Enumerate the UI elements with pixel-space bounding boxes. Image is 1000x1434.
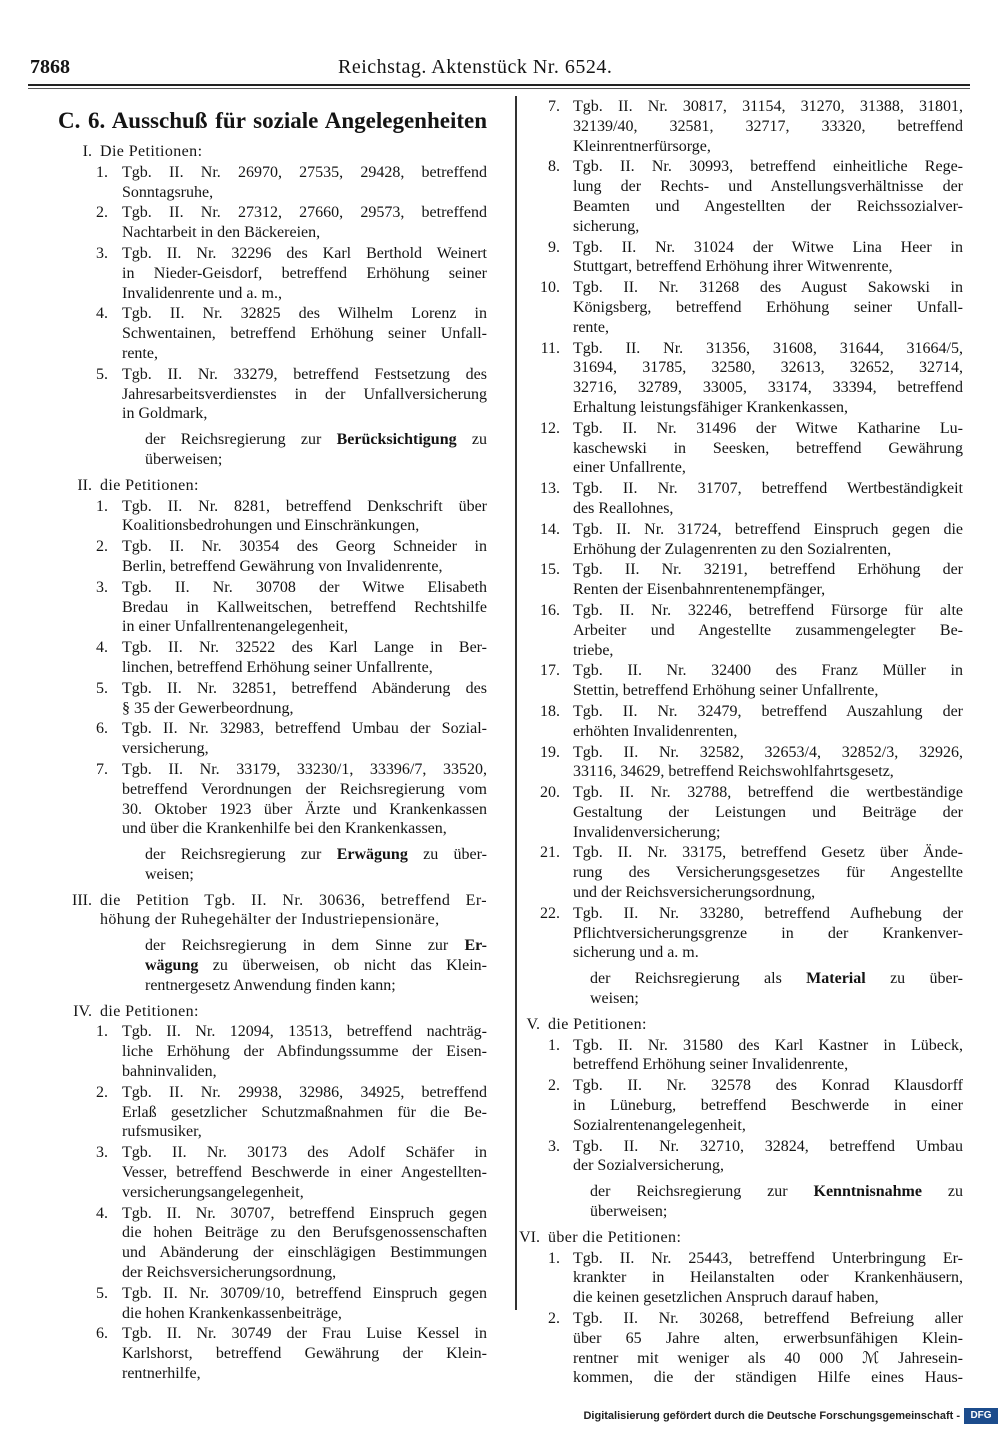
petition-item: [30, 638, 487, 678]
text-line: Sonntagsruhe,: [122, 183, 214, 201]
text-segment: rentnergesetz Anwendung finden kann;: [145, 976, 396, 994]
text-line: § 35 der Gewerbeordnung,: [122, 699, 294, 717]
text-line: über die Petitionen:: [548, 1228, 682, 1246]
text-line: Pflichtversicherungsgrenze in der Krankenver-: [573, 924, 963, 942]
text-line: Karlshorst, betreffend Gewährung der Klein-: [122, 1345, 487, 1363]
petition-item: [490, 278, 963, 337]
petition-item: [30, 1204, 487, 1283]
text-segment: der Reichsregierung in dem Sinne zur: [145, 937, 465, 955]
petition-item: [490, 419, 963, 478]
item-number: 7.: [96, 760, 108, 778]
petition-item: [30, 1324, 487, 1383]
text-line: Tgb. II. Nr. 33280, betreffend Aufhebung der: [573, 904, 963, 922]
section-heading: [30, 1002, 487, 1022]
text-line: Sozialrentenangelegenheit,: [573, 1116, 746, 1134]
text-line: 31694, 31785, 32580, 32613, 32652, 32714,: [573, 359, 963, 377]
item-text: [573, 601, 963, 660]
item-number: 20.: [540, 784, 560, 802]
petition-item: [490, 479, 963, 519]
text-line: Die Petitionen:: [100, 143, 203, 160]
item-text: [122, 578, 487, 637]
text-line: Tgb. II. Nr. 32788, betreffend die wertbeständige: [573, 784, 963, 802]
section-title: C. 6. Ausschuß für soziale Angelegenheiten: [58, 108, 487, 133]
text-segment: überweisen;: [145, 450, 223, 468]
section-heading: [490, 1015, 963, 1035]
item-text: [122, 719, 487, 759]
text-line: Tgb. II. Nr. 31724, betreffend Einspruch gegen die: [573, 520, 963, 538]
item-text: [122, 1284, 487, 1324]
text-segment: weisen;: [145, 865, 194, 883]
item-text: [122, 537, 487, 577]
text-line: sicherung und a. m.: [573, 944, 699, 962]
item-number: 22.: [540, 904, 560, 922]
petition-item: [30, 163, 487, 203]
item-number: 19.: [540, 743, 560, 761]
resolution-text: [30, 936, 487, 995]
item-number: 2.: [96, 1083, 108, 1101]
resolution-text: [490, 1182, 963, 1222]
text-line: krankter in Heilanstalten oder Krankenhäusern,: [573, 1269, 963, 1287]
text-line: linchen, betreffend Erhöhung seiner Unfallrente,: [122, 658, 433, 676]
petition-item: [30, 304, 487, 363]
emphasis: Er-: [464, 937, 487, 955]
petition-item: [30, 203, 487, 243]
item-text: [548, 1015, 963, 1035]
item-number: 3.: [96, 578, 108, 596]
text-line: Stuttgart, betreffend Erhöhung ihrer Witwenrente,: [573, 258, 893, 276]
text-line: die hohen Beiträge zu den Berufsgenossenschaften: [122, 1224, 487, 1242]
item-text: [573, 702, 963, 742]
item-text: [573, 479, 963, 519]
item-text: [122, 679, 487, 719]
petition-item: [490, 702, 963, 742]
text-line: rung des Versicherungsgesetzes für Angestellte: [573, 864, 963, 882]
text-line: Tgb. II. Nr. 27312, 27660, 29573, betreffend: [122, 204, 487, 222]
text-line: Tgb. II. Nr. 8281, betreffend Denkschrift über: [122, 497, 487, 515]
text-segment: zu über-: [865, 970, 963, 988]
item-text: [100, 891, 487, 931]
item-number: 4.: [96, 1204, 108, 1222]
text-line: Tgb. II. Nr. 30354 des Georg Schneider in: [122, 538, 487, 556]
text-line: Tgb. II. Nr. 31496 der Witwe Katharine Lu-: [573, 419, 963, 437]
text-line: Tgb. II. Nr. 33175, betreffend Gesetz über Ände-: [573, 844, 963, 862]
petition-item: [490, 1309, 963, 1388]
text-line: der Sozialversicherung,: [573, 1157, 725, 1175]
item-text: [122, 1022, 487, 1081]
petition-item: [30, 1022, 487, 1081]
text-line: Tgb. II. Nr. 32710, 32824, betreffend Umbau: [573, 1137, 963, 1155]
petition-item: [30, 244, 487, 303]
text-line: rentnerhilfe,: [122, 1365, 201, 1383]
item-text: [573, 1076, 963, 1135]
right-column: [490, 96, 963, 1388]
text-line: kaschewski in Seesken, betreffend Gewährung: [573, 439, 963, 457]
text-line: Berlin, betreffend Gewährung von Invalidenrente,: [122, 557, 443, 575]
item-text: [573, 97, 963, 156]
text-line: in Lüneburg, betreffend Beschwerde in einer: [573, 1097, 963, 1115]
petition-item: [30, 1143, 487, 1202]
section-heading: [30, 891, 487, 931]
item-text: [573, 1137, 963, 1177]
text-line: Tgb. II. Nr. 32522 des Karl Lange in Ber-: [122, 639, 487, 657]
petition-item: [30, 679, 487, 719]
petition-item: [490, 843, 963, 902]
item-text: [122, 638, 487, 678]
emphasis: Berücksichtigung: [336, 431, 457, 449]
item-number: 6.: [96, 1325, 108, 1343]
section-label: III.: [72, 891, 92, 909]
text-line: Tgb. II. Nr. 31024 der Witwe Lina Heer in: [573, 238, 963, 256]
text-line: Gestaltung der Leistungen und Beiträge der: [573, 803, 963, 821]
text-line: Invalidenversicherung;: [573, 823, 721, 841]
text-line: Tgb. II. Nr. 30817, 31154, 31270, 31388, 31801,: [573, 98, 963, 115]
text-line: und der Reichsversicherungsordnung,: [573, 884, 816, 902]
resolution-text: [490, 969, 963, 1009]
section-label: II.: [77, 476, 92, 494]
dfg-logo: DFG: [964, 1408, 998, 1424]
text-line: rente,: [573, 318, 609, 336]
item-number: 5.: [96, 679, 108, 697]
item-number: 4.: [96, 639, 108, 657]
text-line: Tgb. II. Nr. 30707, betreffend Einspruch gegen: [122, 1204, 487, 1222]
text-line: Schwentainen, betreffend Erhöhung seiner Unfall-: [122, 325, 487, 343]
item-text: [573, 1249, 963, 1308]
header-rule: [28, 84, 970, 86]
text-line: Tgb. II. Nr. 30749 der Frau Luise Kessel in: [122, 1325, 487, 1343]
item-number: 3.: [96, 244, 108, 262]
item-text: [122, 1143, 487, 1202]
emphasis: Kenntnisnahme: [813, 1183, 922, 1201]
text-segment: der Reichsregierung zur: [145, 431, 337, 449]
item-number: 5.: [96, 365, 108, 383]
petition-item: [30, 537, 487, 577]
text-segment: zu über-: [407, 846, 487, 864]
text-line: Tgb. II. Nr. 32582, 32653/4, 32852/3, 32926,: [573, 743, 963, 761]
petition-item: [490, 520, 963, 560]
item-text: [573, 157, 963, 236]
item-number: 14.: [540, 520, 560, 538]
text-line: rente,: [122, 344, 158, 362]
resolution-text: [30, 430, 487, 470]
text-segment: überweisen;: [590, 1203, 668, 1221]
section-label: I.: [82, 143, 92, 160]
petition-item: [490, 560, 963, 600]
text-line: in einer Unfallrentenangelegenheit,: [122, 618, 349, 636]
text-line: der Reichsversicherungsordnung,: [122, 1264, 337, 1282]
text-line: die keinen gesetzlichen Anspruch darauf haben,: [573, 1289, 879, 1307]
item-number: 21.: [540, 844, 560, 862]
text-line: lung der Rechts- und Anstellungsverhältnisse der: [573, 178, 963, 196]
text-line: und über die Krankenhilfe bei den Krankenkassen,: [122, 820, 447, 838]
text-line: Tgb. II. Nr. 32825 des Wilhelm Lorenz in: [122, 305, 487, 323]
text-line: [590, 969, 963, 989]
item-text: [573, 560, 963, 600]
text-line: Nachtarbeit in den Bäckereien,: [122, 224, 321, 242]
text-line: Tgb. II. Nr. 32983, betreffend Umbau der Sozial-: [122, 720, 487, 738]
item-number: 6.: [96, 720, 108, 738]
text-line: 33116, 34629, betreffend Reichswohlfahrtsgesetz,: [573, 763, 894, 781]
item-number: 2.: [96, 204, 108, 222]
item-text: [573, 1309, 963, 1388]
text-line: Tgb. II. Nr. 31580 des Karl Kastner in Lübeck,: [573, 1036, 963, 1054]
text-line: Tgb. II. Nr. 32851, betreffend Abänderung des: [122, 679, 487, 697]
text-line: [145, 430, 487, 450]
footer-credit: Digitalisierung gefördert durch die Deutsche Forschungsgemeinschaft -: [583, 1410, 960, 1422]
text-line: die Petitionen:: [100, 476, 199, 494]
text-line: Tgb. II. Nr. 32400 des Franz Müller in: [573, 662, 963, 680]
petition-item: [490, 743, 963, 783]
text-line: liche Erhöhung der Abfindungssumme der Eisen-: [122, 1043, 487, 1061]
text-line: Tgb. II. Nr. 30268, betreffend Befreiung aller: [573, 1310, 963, 1328]
text-line: versicherungsangelegenheit,: [122, 1183, 304, 1201]
text-line: Renten der Eisenbahnrentenempfänger,: [573, 581, 826, 599]
item-text: [573, 843, 963, 902]
text-line: Tgb. II. Nr. 30173 des Adolf Schäfer in: [122, 1144, 487, 1162]
resolution-text: [30, 845, 487, 885]
item-text: [573, 783, 963, 842]
text-line: die Petition Tgb. II. Nr. 30636, betreffend Er-: [100, 891, 487, 909]
text-line: Tgb. II. Nr. 31268 des August Sakowski in: [573, 279, 963, 297]
text-line: [145, 936, 487, 956]
item-text: [100, 476, 487, 496]
section-label: V.: [526, 1015, 540, 1033]
text-line: versicherung,: [122, 740, 209, 758]
header-rule-thin: [28, 88, 970, 89]
text-line: einer Unfallrente,: [573, 459, 686, 477]
text-line: Tgb. II. Nr. 31356, 31608, 31644, 31664/5,: [573, 339, 963, 357]
text-line: [145, 976, 487, 996]
item-number: 2.: [548, 1310, 560, 1328]
text-line: höhung der Ruhegehälter der Industriepensionäre,: [100, 911, 440, 929]
item-text: [122, 163, 487, 203]
item-number: 4.: [96, 305, 108, 323]
text-segment: zu: [921, 1183, 963, 1201]
item-text: [122, 203, 487, 243]
section-heading: [490, 1228, 963, 1248]
text-line: Tgb. II. Nr. 32578 des Konrad Klausdorff: [573, 1077, 963, 1095]
section-heading: [30, 142, 487, 162]
item-text: [122, 365, 487, 424]
petition-item: [490, 339, 963, 418]
petition-item: [30, 760, 487, 839]
text-line: die Petitionen:: [100, 1002, 199, 1020]
text-line: Kleinrentnerfürsorge,: [573, 137, 711, 155]
text-line: Bredau in Kallweitschen, betreffend Rechtshilfe: [122, 598, 487, 616]
item-number: 15.: [540, 561, 560, 579]
petition-item: [30, 497, 487, 537]
petition-item: [490, 1076, 963, 1135]
text-line: Königsberg, betreffend Erhöhung seiner Unfall-: [573, 298, 963, 316]
text-line: 32716, 32789, 33005, 33174, 33394, betreffend: [573, 379, 963, 397]
item-number: 2.: [548, 1077, 560, 1095]
text-line: [590, 1202, 963, 1222]
text-segment: zu: [456, 431, 487, 449]
text-line: Jahresarbeitsverdienstes in der Unfallversicherung: [122, 385, 487, 403]
text-line: Tgb. II. Nr. 32246, betreffend Fürsorge für alte: [573, 601, 963, 619]
text-line: [145, 450, 487, 470]
text-line: [145, 956, 487, 976]
item-number: 9.: [548, 238, 560, 256]
item-number: 1.: [96, 1023, 108, 1041]
item-text: [573, 661, 963, 701]
item-text: [573, 238, 963, 278]
emphasis: Erwägung: [336, 846, 408, 864]
text-line: Tgb. II. Nr. 26970, 27535, 29428, betreffend: [122, 163, 487, 181]
text-line: 30. Oktober 1923 über Ärzte und Krankenkassen: [122, 800, 487, 818]
item-number: 18.: [540, 702, 560, 720]
section-label: VI.: [519, 1228, 540, 1246]
item-text: [573, 339, 963, 418]
item-text: [573, 520, 963, 560]
petition-item: [490, 97, 963, 156]
petition-item: [490, 904, 963, 963]
text-line: [145, 845, 487, 865]
text-line: Tgb. II. Nr. 31707, betreffend Wertbeständigkeit: [573, 480, 963, 498]
text-segment: weisen;: [590, 990, 639, 1008]
item-text: [122, 1324, 487, 1383]
text-line: Stettin, betreffend Erhöhung seiner Unfallrente,: [573, 682, 879, 700]
text-line: Vesser, betreffend Beschwerde in einer Angestellten-: [122, 1164, 487, 1182]
item-number: 1.: [96, 163, 108, 181]
item-text: [573, 1036, 963, 1076]
item-number: 2.: [96, 538, 108, 556]
text-line: über 65 Jahre alten, erwerbsunfähigen Klein-: [573, 1329, 963, 1347]
text-line: Tgb. II. Nr. 33279, betreffend Festsetzung des: [122, 365, 487, 383]
text-line: rufsmusiker,: [122, 1123, 202, 1141]
item-number: 1.: [548, 1036, 560, 1054]
item-number: 11.: [540, 339, 560, 357]
item-number: 1.: [96, 497, 108, 515]
item-number: 17.: [540, 662, 560, 680]
text-line: sicherung,: [573, 217, 640, 235]
item-number: 13.: [540, 480, 560, 498]
petition-item: [30, 365, 487, 424]
item-number: 1.: [548, 1249, 560, 1267]
petition-item: [30, 1083, 487, 1142]
item-text: [100, 142, 487, 162]
text-line: Tgb. II. Nr. 33179, 33230/1, 33396/7, 33520,: [122, 760, 487, 778]
text-line: Tgb. II. Nr. 32479, betreffend Auszahlung der: [573, 702, 963, 720]
text-line: Erhaltung leistungsfähiger Krankenkassen,: [573, 398, 849, 416]
text-line: 32139/40, 32581, 32717, 33320, betreffend: [573, 117, 963, 135]
petition-item: [30, 1284, 487, 1324]
petition-item: [490, 1249, 963, 1308]
item-text: [573, 904, 963, 963]
petition-item: [490, 157, 963, 236]
text-line: Beamten und Angestellten der Reichssozialver-: [573, 197, 963, 215]
text-line: in Nieder-Geisdorf, betreffend Erhöhung seiner: [122, 264, 487, 282]
item-text: [122, 244, 487, 303]
petition-item: [30, 719, 487, 759]
item-number: 3.: [96, 1144, 108, 1162]
text-line: und Abänderung der einschlägigen Bestimmungen: [122, 1244, 487, 1262]
text-line: Tgb. II. Nr. 25443, betreffend Unterbringung Er-: [573, 1249, 963, 1267]
text-line: Erlaß gesetzlicher Schutzmaßnahmen für die Be-: [122, 1103, 487, 1121]
text-line: Erhöhung der Zulagenrenten zu den Sozialrenten,: [573, 540, 892, 558]
item-text: [122, 1204, 487, 1283]
text-line: Tgb. II. Nr. 32191, betreffend Erhöhung der: [573, 561, 963, 579]
section-heading: [30, 476, 487, 496]
petition-item: [490, 601, 963, 660]
text-line: betreffend Erhöhung seiner Invalidenrente,: [573, 1056, 849, 1074]
text-segment: der Reichsregierung zur: [145, 846, 337, 864]
text-line: des Reallohnes,: [573, 499, 674, 517]
text-line: Tgb. II. Nr. 12094, 13513, betreffend nachträg-: [122, 1023, 487, 1041]
text-line: Koalitionsbedrohungen und Einschränkungen,: [122, 517, 420, 535]
item-number: 3.: [548, 1137, 560, 1155]
text-line: [590, 989, 963, 1009]
petition-item: [490, 783, 963, 842]
item-text: [122, 497, 487, 537]
left-column: [30, 106, 487, 1384]
text-line: Arbeiter und Angestellte zusammengelegter Be-: [573, 621, 963, 639]
text-line: Tgb. II. Nr. 32296 des Karl Berthold Weinert: [122, 244, 487, 262]
item-number: 10.: [540, 279, 560, 297]
text-line: die hohen Krankenkassenbeiträge,: [122, 1304, 342, 1322]
text-line: triebe,: [573, 641, 614, 659]
item-text: [122, 1083, 487, 1142]
text-line: Tgb. II. Nr. 30709/10, betreffend Einspruch gegen: [122, 1284, 487, 1302]
text-line: bahninvaliden,: [122, 1063, 217, 1081]
page-number: 7868: [30, 56, 70, 78]
text-line: [590, 1182, 963, 1202]
item-text: [122, 760, 487, 839]
emphasis: Material: [806, 970, 866, 988]
item-number: 12.: [540, 419, 560, 437]
text-line: [145, 865, 487, 885]
text-segment: zu überweisen, ob nicht das Klein-: [198, 957, 487, 975]
item-text: [573, 743, 963, 783]
text-line: in Goldmark,: [122, 405, 208, 423]
text-line: Tgb. II. Nr. 29938, 32986, 34925, betreffend: [122, 1083, 487, 1101]
item-text: [100, 1002, 487, 1022]
item-text: [548, 1228, 963, 1248]
item-text: [573, 278, 963, 337]
petition-item: [490, 238, 963, 278]
petition-item: [490, 1137, 963, 1177]
text-line: die Petitionen:: [548, 1015, 647, 1033]
item-text: [573, 419, 963, 478]
text-line: Invalidenrente und a. m.,: [122, 284, 282, 302]
emphasis: wägung: [145, 957, 199, 975]
text-line: Tgb. II. Nr. 30708 der Witwe Elisabeth: [122, 578, 487, 596]
text-line: betreffend Verordnungen der Reichsregierung vom: [122, 780, 487, 798]
running-head: Reichstag. Aktenstück Nr. 6524.: [338, 56, 613, 78]
text-line: Tgb. II. Nr. 30993, betreffend einheitliche Rege-: [573, 158, 963, 176]
item-text: [122, 304, 487, 363]
item-number: 8.: [548, 158, 560, 176]
text-segment: der Reichsregierung zur: [590, 1183, 814, 1201]
text-line: erhöhten Invalidenrenten,: [573, 722, 738, 740]
item-number: 7.: [548, 98, 560, 115]
text-segment: der Reichsregierung als: [590, 970, 807, 988]
petition-item: [490, 661, 963, 701]
item-number: 16.: [540, 601, 560, 619]
text-line: rentner mit weniger als 40 000 ℳ Jahresein-: [573, 1349, 963, 1367]
text-line: kommen, die der ständigen Hilfe eines Haus-: [573, 1369, 963, 1387]
petition-item: [30, 578, 487, 637]
petition-item: [490, 1036, 963, 1076]
item-number: 5.: [96, 1284, 108, 1302]
section-label: IV.: [73, 1002, 92, 1020]
